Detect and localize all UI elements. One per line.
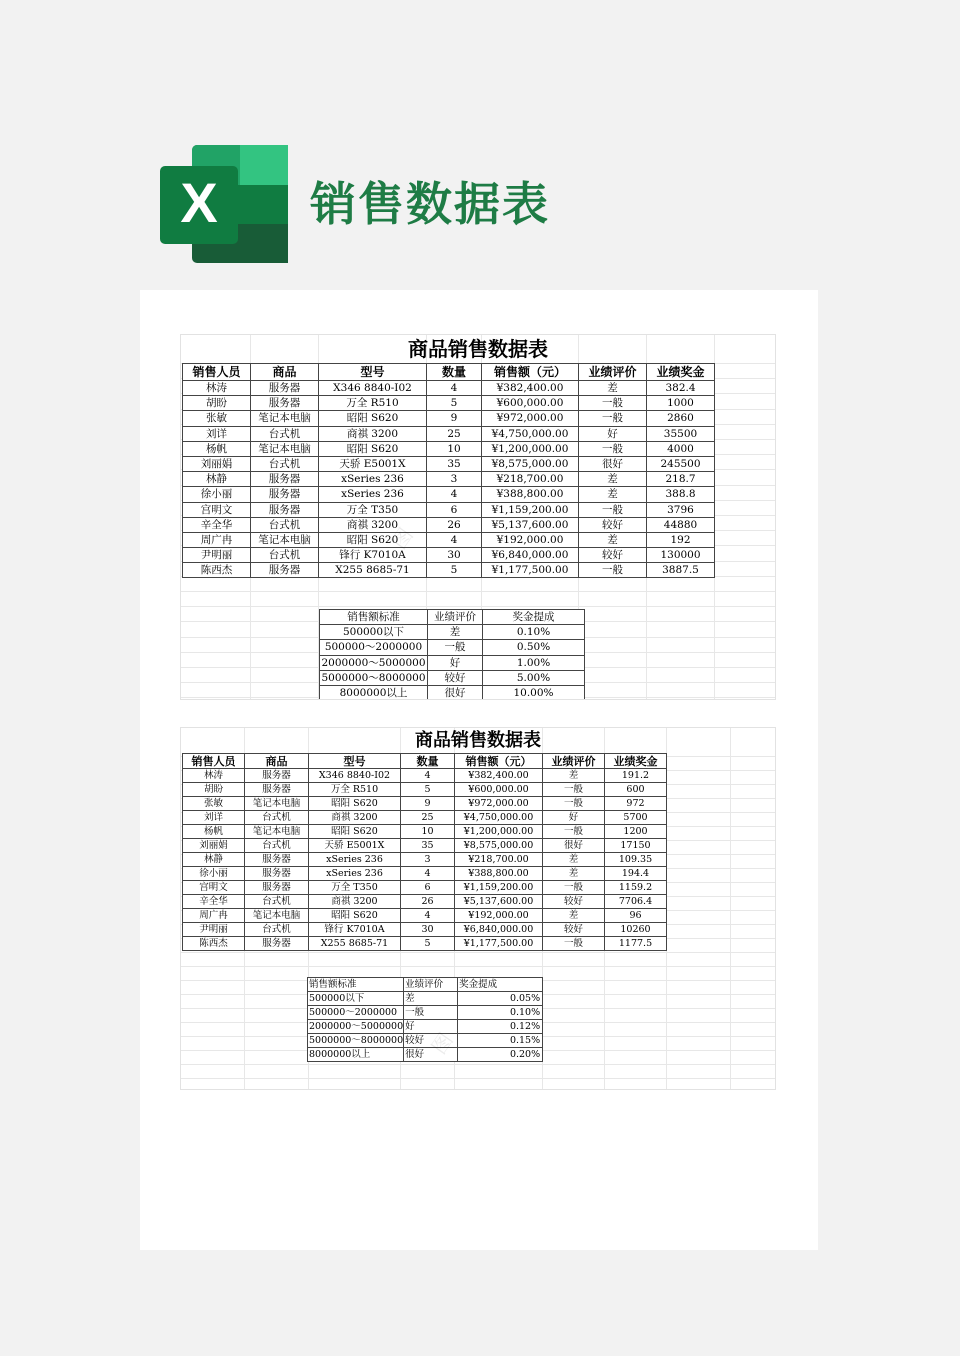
table-cell: 林静 <box>183 853 245 867</box>
table-row <box>183 441 715 456</box>
rate-cell: 0.20% <box>458 1048 543 1062</box>
table-row <box>183 548 715 563</box>
table-cell: 万全 R510 <box>319 396 427 411</box>
table-cell: ¥1,200,000.00 <box>482 441 579 456</box>
table-cell: xSeries 236 <box>309 867 401 881</box>
table-cell: xSeries 236 <box>319 472 427 487</box>
table-row <box>183 472 715 487</box>
rate-row <box>320 670 585 685</box>
table-cell: 台式机 <box>251 456 319 471</box>
table-row <box>183 825 667 839</box>
table-cell: 一般 <box>579 441 647 456</box>
table-cell: 4 <box>427 532 482 547</box>
table-cell: 服务器 <box>245 867 309 881</box>
table-cell: 较好 <box>543 895 605 909</box>
table-cell: 4 <box>427 487 482 502</box>
rate-cell: 0.05% <box>458 992 543 1006</box>
rate-cell: 2000000～5000000 <box>309 1021 404 1032</box>
table-cell: ¥1,159,200.00 <box>482 502 579 517</box>
table-cell: 服务器 <box>251 502 319 517</box>
table-cell: 6 <box>427 502 482 517</box>
table-cell: 昭阳 S620 <box>319 532 427 547</box>
table-cell: 辛全华 <box>183 895 245 909</box>
table-cell: 7706.4 <box>605 895 667 909</box>
table-cell: 好 <box>543 811 605 825</box>
table-cell: 9 <box>401 797 455 811</box>
table-cell: 刘丽娟 <box>183 839 245 853</box>
table-row <box>183 937 667 951</box>
table-cell: ¥972,000.00 <box>455 797 543 811</box>
sheet-title: 商品销售数据表 <box>408 337 548 361</box>
table-cell: 3887.5 <box>647 563 715 578</box>
table-cell: ¥218,700.00 <box>455 853 543 867</box>
table-cell: 3 <box>401 853 455 867</box>
table-cell: 差 <box>579 532 647 547</box>
table-cell: 笔记本电脑 <box>245 797 309 811</box>
column-header: 数量 <box>427 364 482 381</box>
table-cell: 5 <box>427 396 482 411</box>
rate-cell: 差 <box>404 992 458 1006</box>
table-cell: 徐小丽 <box>183 487 251 502</box>
rate-cell: 0.10% <box>458 1006 543 1020</box>
rate-cell: 较好 <box>404 1034 458 1048</box>
table-cell: 林涛 <box>183 769 245 783</box>
table-cell: 商祺 3200 <box>309 811 401 825</box>
rate-table-body <box>308 978 543 1062</box>
rate-header-row <box>308 978 543 992</box>
table-cell: 宫明文 <box>183 502 251 517</box>
table-cell: 3 <box>427 472 482 487</box>
table-cell: 4000 <box>647 441 715 456</box>
table-body <box>183 381 715 578</box>
table-cell: 台式机 <box>245 811 309 825</box>
table-cell: 服务器 <box>251 381 319 396</box>
table-cell: ¥8,575,000.00 <box>482 456 579 471</box>
table-row <box>183 396 715 411</box>
rate-cell: 奖金提成 <box>483 610 585 625</box>
table-cell: ¥218,700.00 <box>482 472 579 487</box>
table-row <box>183 881 667 895</box>
table-cell: 服务器 <box>245 769 309 783</box>
table-cell: 较好 <box>543 923 605 937</box>
table-cell: ¥1,177,500.00 <box>482 563 579 578</box>
rate-cell: 0.10% <box>483 625 585 640</box>
table-cell: 10260 <box>605 923 667 937</box>
table-cell: 26 <box>427 517 482 532</box>
rate-row <box>308 1048 543 1062</box>
document-page <box>140 290 818 1250</box>
table-cell: 1159.2 <box>605 881 667 895</box>
rate-row <box>308 1006 543 1020</box>
table-cell: 972 <box>605 797 667 811</box>
table-row <box>183 563 715 578</box>
table-cell: 差 <box>543 769 605 783</box>
table-cell: ¥4,750,000.00 <box>482 426 579 441</box>
table-cell: 服务器 <box>251 487 319 502</box>
table-row <box>183 783 667 797</box>
table-cell: 刘丽娟 <box>183 456 251 471</box>
table-cell: 35 <box>427 456 482 471</box>
table-row <box>183 839 667 853</box>
gridline <box>181 952 775 953</box>
table-cell: 万全 T350 <box>319 502 427 517</box>
table-cell: 林静 <box>183 472 251 487</box>
table-row <box>183 411 715 426</box>
table-cell: 商祺 3200 <box>319 426 427 441</box>
rate-cell: 2000000～5000000 <box>321 656 426 669</box>
rate-table-body <box>320 610 585 701</box>
table-cell: 周广冉 <box>183 909 245 923</box>
table-cell: 昭阳 S620 <box>309 909 401 923</box>
table-cell: 较好 <box>579 548 647 563</box>
table-cell: 2860 <box>647 411 715 426</box>
column-header: 商品 <box>251 364 319 381</box>
table-cell: 周广冉 <box>183 532 251 547</box>
table-row <box>183 381 715 396</box>
table-cell: 宫明文 <box>183 881 245 895</box>
spreadsheet-preview-2 <box>180 727 776 1090</box>
table-cell: ¥388,800.00 <box>455 867 543 881</box>
table-cell: xSeries 236 <box>309 853 401 867</box>
table-cell: 笔记本电脑 <box>251 411 319 426</box>
table-cell: 4 <box>401 909 455 923</box>
table-row <box>183 532 715 547</box>
table-cell: 26 <box>401 895 455 909</box>
table-cell: 服务器 <box>251 563 319 578</box>
sheet-title: 商品销售数据表 <box>415 730 541 751</box>
column-header: 销售人员 <box>183 364 251 381</box>
rate-row <box>308 1020 543 1034</box>
table-cell: X255 8685-71 <box>319 563 427 578</box>
table-row <box>183 487 715 502</box>
table-cell: 陈西杰 <box>183 563 251 578</box>
table-cell: 台式机 <box>251 517 319 532</box>
table-cell: ¥1,159,200.00 <box>455 881 543 895</box>
rate-row <box>320 640 585 655</box>
table-cell: 张敏 <box>183 411 251 426</box>
table-header-row <box>183 754 667 769</box>
table-cell: 245500 <box>647 456 715 471</box>
table-cell: 600 <box>605 783 667 797</box>
table-cell: 130000 <box>647 548 715 563</box>
table-cell: 1000 <box>647 396 715 411</box>
rate-cell: 500000～2000000 <box>320 640 428 655</box>
table-cell: 很好 <box>543 839 605 853</box>
table-cell: ¥1,177,500.00 <box>455 937 543 951</box>
column-header: 销售额（元） <box>482 364 579 381</box>
rate-cell: 5.00% <box>483 670 585 685</box>
table-cell: 锋行 K7010A <box>319 548 427 563</box>
table-cell: 35500 <box>647 426 715 441</box>
table-cell: 徐小丽 <box>183 867 245 881</box>
rate-row <box>308 1034 543 1048</box>
table-row <box>183 426 715 441</box>
table-cell: ¥192,000.00 <box>455 909 543 923</box>
rate-cell: 8000000以上 <box>308 1048 404 1062</box>
column-header: 商品 <box>245 754 309 769</box>
table-cell: 尹明丽 <box>183 923 245 937</box>
rate-cell: 很好 <box>404 1048 458 1062</box>
table-cell: 差 <box>579 487 647 502</box>
table-cell: 109.35 <box>605 853 667 867</box>
page-heading: 销售数据表 <box>310 177 550 231</box>
rate-cell: 5000000～8000000 <box>321 671 426 684</box>
rate-row <box>320 655 585 670</box>
table-cell: 一般 <box>579 411 647 426</box>
table-cell: 台式机 <box>251 548 319 563</box>
sales-table <box>182 363 715 578</box>
table-cell: 5 <box>427 563 482 578</box>
table-cell: 4 <box>401 867 455 881</box>
table-cell: ¥600,000.00 <box>482 396 579 411</box>
table-cell: 服务器 <box>251 472 319 487</box>
rate-header-row <box>320 610 585 625</box>
table-cell: 尹明丽 <box>183 548 251 563</box>
table-cell: ¥382,400.00 <box>482 381 579 396</box>
table-cell: 服务器 <box>245 853 309 867</box>
table-cell: 刘详 <box>183 811 245 825</box>
rate-cell: 一般 <box>404 1006 458 1020</box>
gridline <box>181 591 775 592</box>
column-header: 销售额（元） <box>455 754 543 769</box>
rate-cell: 业绩评价 <box>428 610 483 625</box>
table-cell: 6 <box>401 881 455 895</box>
table-cell: 杨帆 <box>183 441 251 456</box>
column-header: 业绩奖金 <box>647 364 715 381</box>
table-cell: 差 <box>543 853 605 867</box>
rate-cell: 较好 <box>428 670 483 685</box>
table-cell: ¥972,000.00 <box>482 411 579 426</box>
table-cell: 一般 <box>579 563 647 578</box>
table-cell: 4 <box>427 381 482 396</box>
rate-cell: 很好 <box>428 685 483 700</box>
rate-cell: 500000以下 <box>308 992 404 1006</box>
rate-cell: 5000000～8000000 <box>309 1035 404 1046</box>
spreadsheet-preview-1 <box>180 334 776 700</box>
rate-cell: 一般 <box>428 640 483 655</box>
table-cell: 差 <box>579 472 647 487</box>
table-cell: ¥5,137,600.00 <box>482 517 579 532</box>
table-cell: 30 <box>401 923 455 937</box>
table-row <box>183 909 667 923</box>
table-row <box>183 456 715 471</box>
rate-row <box>320 625 585 640</box>
table-cell: 差 <box>543 867 605 881</box>
sales-table <box>182 753 667 951</box>
table-cell: 一般 <box>543 783 605 797</box>
table-cell: 商祺 3200 <box>319 517 427 532</box>
rate-cell: 0.12% <box>458 1020 543 1034</box>
table-cell: X255 8685-71 <box>309 937 401 951</box>
table-cell: ¥192,000.00 <box>482 532 579 547</box>
table-cell: ¥8,575,000.00 <box>455 839 543 853</box>
table-cell: 杨帆 <box>183 825 245 839</box>
rate-cell: 奖金提成 <box>458 978 543 992</box>
table-cell: ¥6,840,000.00 <box>482 548 579 563</box>
bonus-rate-table <box>319 609 585 700</box>
table-row <box>183 517 715 532</box>
table-cell: 昭阳 S620 <box>319 441 427 456</box>
rate-cell: 销售额标准 <box>320 610 428 625</box>
rate-cell: 10.00% <box>483 685 585 700</box>
table-cell: 很好 <box>579 456 647 471</box>
gridline <box>181 1078 775 1079</box>
table-cell: 17150 <box>605 839 667 853</box>
table-cell: 刘详 <box>183 426 251 441</box>
table-cell: 194.4 <box>605 867 667 881</box>
rate-cell: 业绩评价 <box>404 978 458 992</box>
rate-cell: 500000以下 <box>320 625 428 640</box>
table-cell: ¥5,137,600.00 <box>455 895 543 909</box>
gridline <box>730 728 731 1089</box>
column-header: 业绩评价 <box>579 364 647 381</box>
table-cell: 辛全华 <box>183 517 251 532</box>
table-cell: 218.7 <box>647 472 715 487</box>
table-cell: 192 <box>647 532 715 547</box>
rate-cell: 500000～2000000 <box>308 1006 404 1020</box>
table-cell: 一般 <box>543 937 605 951</box>
column-header: 型号 <box>319 364 427 381</box>
table-cell: 一般 <box>579 502 647 517</box>
table-cell: 一般 <box>579 396 647 411</box>
table-cell: 一般 <box>543 797 605 811</box>
table-cell: 一般 <box>543 881 605 895</box>
table-cell: 锋行 K7010A <box>309 923 401 937</box>
table-cell: 台式机 <box>245 923 309 937</box>
table-cell: 台式机 <box>245 839 309 853</box>
table-cell: 191.2 <box>605 769 667 783</box>
column-header: 型号 <box>309 754 401 769</box>
table-cell: 昭阳 S620 <box>319 411 427 426</box>
table-cell: X346 8840-I02 <box>309 769 401 783</box>
gridline <box>181 606 775 607</box>
table-cell: 382.4 <box>647 381 715 396</box>
table-cell: 笔记本电脑 <box>245 825 309 839</box>
table-cell: 10 <box>427 441 482 456</box>
table-cell: 差 <box>579 381 647 396</box>
rate-cell: 销售额标准 <box>308 978 404 992</box>
table-cell: 服务器 <box>245 881 309 895</box>
table-cell: ¥1,200,000.00 <box>455 825 543 839</box>
gridline <box>181 1064 775 1065</box>
table-row <box>183 853 667 867</box>
bonus-rate-table <box>307 977 543 1062</box>
table-cell: 商祺 3200 <box>309 895 401 909</box>
table-row <box>183 769 667 783</box>
table-row <box>183 923 667 937</box>
table-row <box>183 895 667 909</box>
table-cell: 30 <box>427 548 482 563</box>
column-header: 销售人员 <box>183 754 245 769</box>
table-cell: ¥382,400.00 <box>455 769 543 783</box>
table-cell: 天骄 E5001X <box>319 456 427 471</box>
table-cell: 胡盼 <box>183 783 245 797</box>
table-cell: ¥6,840,000.00 <box>455 923 543 937</box>
table-cell: 台式机 <box>251 426 319 441</box>
table-cell: 昭阳 S620 <box>309 797 401 811</box>
table-cell: 388.8 <box>647 487 715 502</box>
rate-cell: 好 <box>404 1020 458 1034</box>
table-cell: ¥388,800.00 <box>482 487 579 502</box>
table-cell: 笔记本电脑 <box>251 441 319 456</box>
table-cell: 万全 R510 <box>309 783 401 797</box>
table-cell: ¥4,750,000.00 <box>455 811 543 825</box>
rate-cell: 8000000以上 <box>320 685 428 700</box>
excel-logo-icon <box>160 145 290 263</box>
table-cell: 天骄 E5001X <box>309 839 401 853</box>
rate-cell: 好 <box>428 655 483 670</box>
column-header: 业绩评价 <box>543 754 605 769</box>
table-row <box>183 502 715 517</box>
table-cell: 笔记本电脑 <box>245 909 309 923</box>
table-cell: 万全 T350 <box>309 881 401 895</box>
rate-cell: 差 <box>428 625 483 640</box>
table-cell: 96 <box>605 909 667 923</box>
table-cell: 5 <box>401 783 455 797</box>
table-cell: 1177.5 <box>605 937 667 951</box>
table-row <box>183 797 667 811</box>
table-cell: 1200 <box>605 825 667 839</box>
table-cell: 10 <box>401 825 455 839</box>
table-row <box>183 811 667 825</box>
table-cell: 25 <box>427 426 482 441</box>
table-cell: 较好 <box>579 517 647 532</box>
table-cell: xSeries 236 <box>319 487 427 502</box>
table-cell: ¥600,000.00 <box>455 783 543 797</box>
rate-cell: 0.15% <box>458 1034 543 1048</box>
rate-cell: 1.00% <box>483 655 585 670</box>
table-cell: 陈西杰 <box>183 937 245 951</box>
rate-cell: 0.50% <box>483 640 585 655</box>
table-cell: 张敏 <box>183 797 245 811</box>
table-row <box>183 867 667 881</box>
table-header-row <box>183 364 715 381</box>
table-cell: 服务器 <box>245 937 309 951</box>
table-body <box>183 769 667 951</box>
table-cell: 好 <box>579 426 647 441</box>
table-cell: 笔记本电脑 <box>251 532 319 547</box>
logo-letter: X <box>180 171 218 234</box>
column-header: 业绩奖金 <box>605 754 667 769</box>
table-cell: 4 <box>401 769 455 783</box>
rate-row <box>320 685 585 700</box>
table-cell: 44880 <box>647 517 715 532</box>
gridline <box>181 966 775 967</box>
column-header: 数量 <box>401 754 455 769</box>
table-cell: 5700 <box>605 811 667 825</box>
table-cell: 25 <box>401 811 455 825</box>
table-cell: 服务器 <box>245 783 309 797</box>
table-cell: 胡盼 <box>183 396 251 411</box>
table-cell: 9 <box>427 411 482 426</box>
table-cell: 35 <box>401 839 455 853</box>
table-cell: 一般 <box>543 825 605 839</box>
table-cell: 林涛 <box>183 381 251 396</box>
table-cell: 昭阳 S620 <box>309 825 401 839</box>
table-cell: 5 <box>401 937 455 951</box>
table-cell: 服务器 <box>251 396 319 411</box>
table-cell: 差 <box>543 909 605 923</box>
table-cell: 3796 <box>647 502 715 517</box>
table-cell: 台式机 <box>245 895 309 909</box>
rate-row <box>308 992 543 1006</box>
table-cell: X346 8840-I02 <box>319 381 427 396</box>
